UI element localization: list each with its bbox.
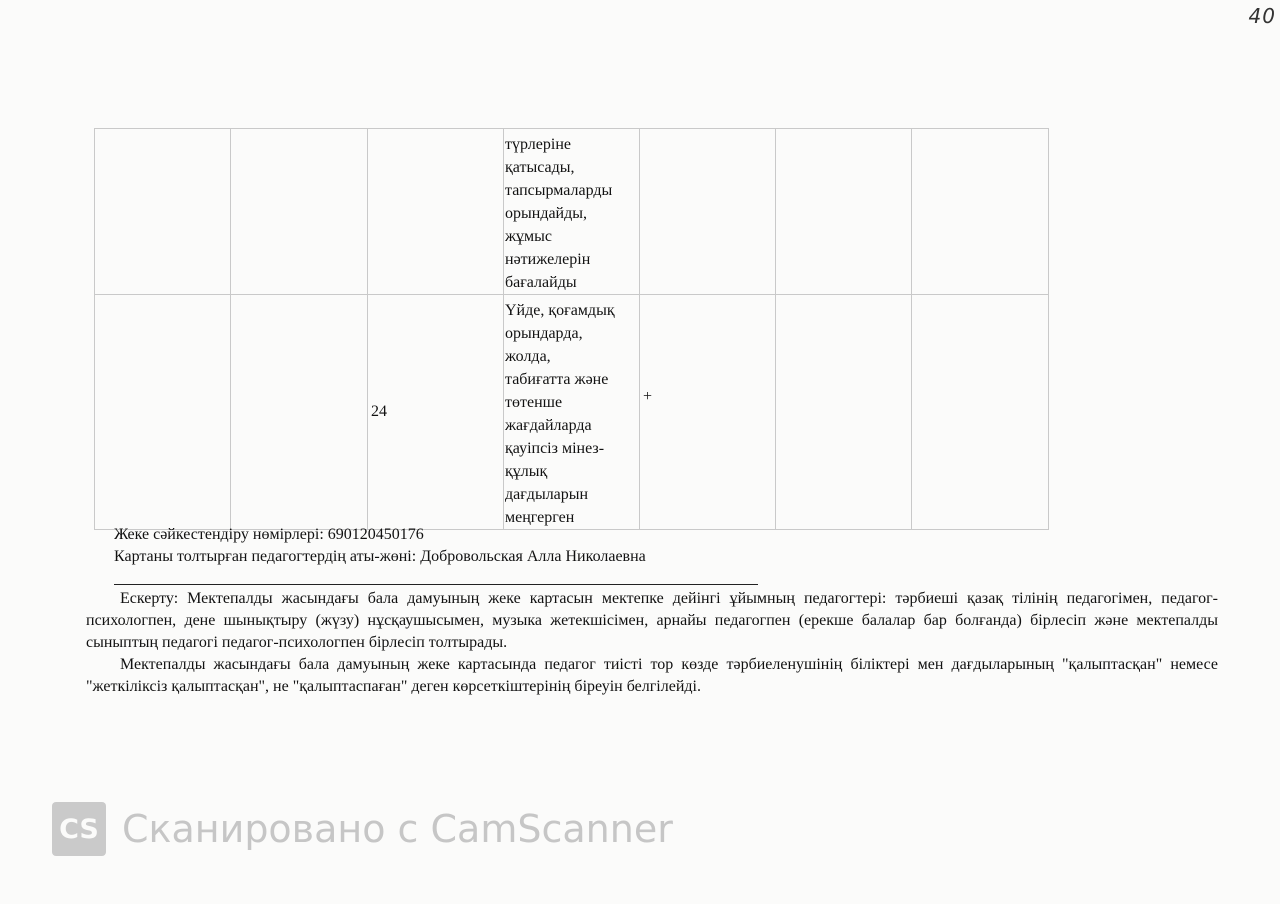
skill-description-cell — [504, 295, 640, 530]
skill-text-line: құлық — [505, 463, 548, 480]
skill-text-line: жағдайларда — [505, 417, 592, 434]
note-paragraph: Мектепалды жасындағы бала дамуының жеке картасында педагог тиісті тор көзде тәрбиеленушінің біліктері мен дағдыларының "қалыптасқан" немесе "жеткіліксіз қалыптасқан", не "қалыптаспаған" деген көрсеткіштерінің біреуін белгілейді. — [86, 656, 1218, 695]
skill-text-line: төтенше — [505, 394, 563, 411]
skill-text-line: меңгерген — [505, 509, 575, 526]
camscanner-watermark — [52, 802, 673, 856]
skill-text-line: бағалайды — [505, 274, 577, 291]
skill-text — [504, 129, 639, 294]
table-cell — [95, 295, 231, 530]
table-row — [95, 295, 1049, 530]
watermark-text: Сканировано с CamScanner — [122, 807, 673, 851]
table-cell — [912, 295, 1049, 530]
mark-cell: + — [640, 295, 776, 530]
table-cell — [776, 295, 912, 530]
assessment-table — [94, 128, 1049, 530]
note-section — [86, 588, 1218, 698]
skill-text — [504, 295, 639, 529]
table-cell — [776, 129, 912, 295]
mark-cell — [640, 129, 776, 295]
skill-description-cell — [504, 129, 640, 295]
item-number-cell: 24 — [368, 295, 504, 530]
skill-text-line: қауіпсіз мінез- — [505, 440, 605, 457]
table-cell — [231, 129, 368, 295]
table-cell — [912, 129, 1049, 295]
camscanner-logo-icon: CS — [52, 802, 106, 856]
skill-text-line: нәтижелерін — [505, 251, 591, 268]
skill-text-line: жұмыс — [505, 228, 553, 245]
skill-text-line: орындарда, — [505, 325, 583, 342]
skill-text-line: орындайды, — [505, 205, 588, 222]
table-row — [95, 129, 1049, 295]
page-number: 40 — [1248, 4, 1276, 28]
skill-text-line: дағдыларын — [505, 486, 589, 503]
skill-text-line: жолда, — [505, 348, 551, 365]
skill-text-line: тапсырмаларды — [505, 182, 613, 199]
table-cell — [95, 129, 231, 295]
skill-text-line: қатысады, — [505, 159, 575, 176]
item-number-cell — [368, 129, 504, 295]
skill-text-line: Үйде, қоғамдық — [505, 302, 615, 319]
id-number-line: Жеке сәйкестендіру нөмірлері: 690120450176 — [114, 526, 424, 543]
divider — [114, 584, 758, 585]
teacher-name-line: Картаны толтырған педагогтердің аты-жөні: Добровольская Алла Николаевна — [114, 548, 646, 565]
note-paragraph: Ескерту: Мектепалды жасындағы бала дамуының жеке картасын мектепке дейінгі ұйымның педагогтері: тәрбиеші қазақ тілінің педагогімен, педагог-психологпен, дене шынықтыру (жүзу) нұсқаушысымен, музыка жетекшісімен, арнайы педагогпен (ерекше балалар бар болғанда) бірлесіп және мектепалды сыныптың педагогі педагог-психологпен бірлесіп толтырады. — [86, 590, 1218, 651]
table-cell — [231, 295, 368, 530]
skill-text-line: түрлеріне — [505, 136, 571, 153]
skill-text-line: табиғатта және — [505, 371, 609, 388]
